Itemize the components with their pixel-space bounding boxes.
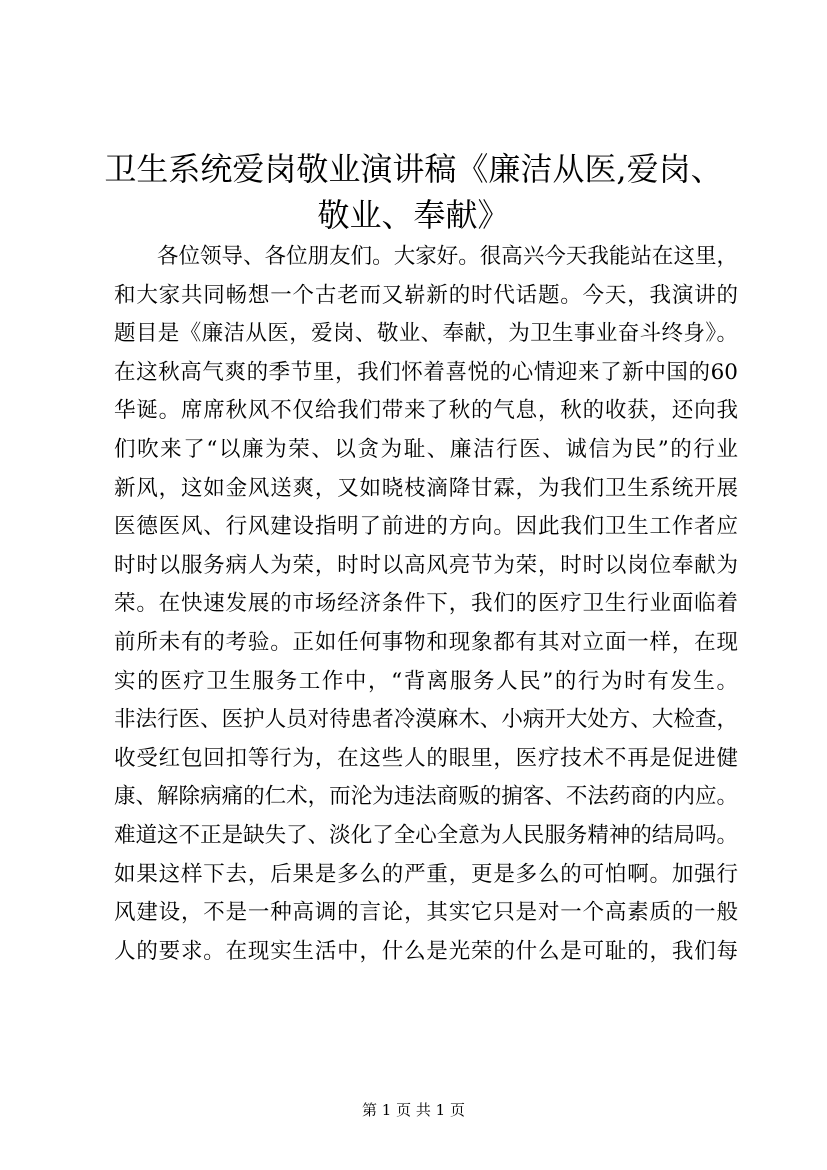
body-line: 实的医疗卫生服务工作中，“背离服务人民”的行为时有发生。 <box>114 668 738 694</box>
body-line: 各位领导、各位朋友们。大家好。很高兴今天我能站在这里， <box>157 244 738 269</box>
body-line: 医德医风、行风建设指明了前进的方向。因此我们卫生工作者应 <box>114 514 738 540</box>
body-line: 在这秋高气爽的季节里，我们怀着喜悦的心情迎来了新中国的60 <box>114 359 738 385</box>
document-body <box>114 238 738 971</box>
body-line: 人的要求。在现实生活中，什么是光荣的什么是可耻的，我们每 <box>114 938 738 964</box>
body-line: 时时以服务病人为荣，时时以高风亮节为荣，时时以岗位奉献为 <box>114 552 738 578</box>
body-line: 收受红包回扣等行为，在这些人的眼里，医疗技术不再是促进健 <box>114 745 738 771</box>
title-line-1: 卫生系统爱岗敬业演讲稿《廉洁从医,爱岗、 <box>104 150 723 188</box>
body-line: 和大家共同畅想一个古老而又崭新的时代话题。今天，我演讲的 <box>114 282 738 308</box>
body-line: 风建设，不是一种高调的言论，其实它只是对一个高素质的一般 <box>114 900 738 926</box>
body-line: 题目是《廉洁从医，爱岗、敬业、奉献，为卫生事业奋斗终身》。 <box>114 321 738 347</box>
body-line: 如果这样下去，后果是多么的严重，更是多么的可怕啊。加强行 <box>114 861 738 887</box>
title-line-2: 敬业、奉献》 <box>317 196 510 234</box>
body-line: 难道这不正是缺失了、淡化了全心全意为人民服务精神的结局吗。 <box>114 822 738 848</box>
body-line: 们吹来了“以廉为荣、以贪为耻、廉洁行医、诚信为民”的行业 <box>114 436 738 462</box>
body-line: 康、解除病痛的仁术，而沦为违法商贩的掮客、不法药商的内应。 <box>114 784 738 810</box>
body-line: 前所未有的考验。正如任何事物和现象都有其对立面一样，在现 <box>114 629 738 655</box>
page-footer <box>0 1100 827 1120</box>
document-title <box>80 146 747 238</box>
body-line: 华诞。席席秋风不仅给我们带来了秋的气息，秋的收获，还向我 <box>114 398 738 424</box>
body-line: 荣。在快速发展的市场经济条件下，我们的医疗卫生行业面临着 <box>114 591 738 617</box>
page-number-label: 第 1 页 共 1 页 <box>362 1101 465 1119</box>
body-line: 新风，这如金风送爽，又如晓枝滴降甘霖，为我们卫生系统开展 <box>114 475 738 501</box>
body-line: 非法行医、医护人员对待患者冷漠麻木、小病开大处方、大检查， <box>114 707 738 733</box>
